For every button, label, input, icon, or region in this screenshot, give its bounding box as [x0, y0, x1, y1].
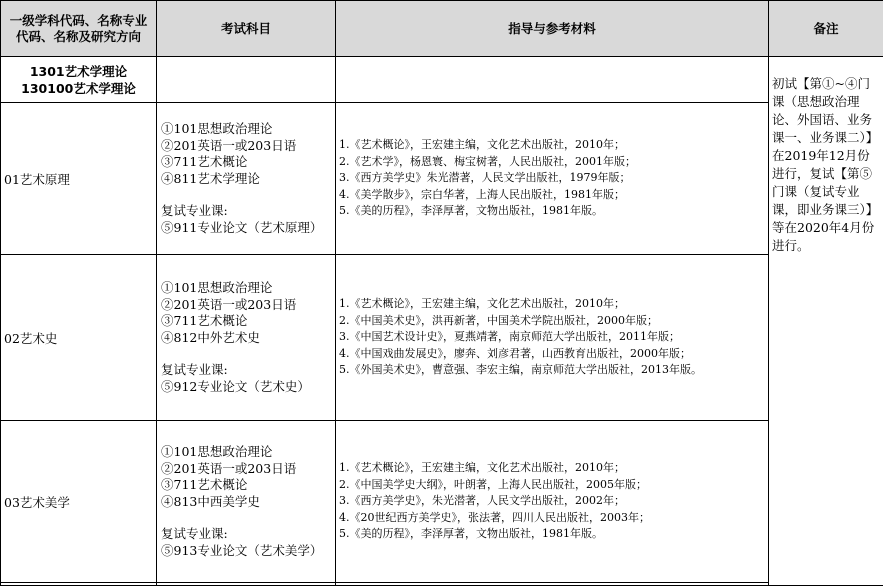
subject-item: ②201英语一或203日语 [161, 297, 331, 314]
subject-item: ③711艺术概论 [161, 313, 331, 330]
group-row [1, 57, 883, 103]
table-row [1, 255, 883, 421]
subject-item: ②201英语一或203日语 [161, 138, 331, 155]
subject-item: ③711艺术概论 [161, 154, 331, 171]
retest-label: 复试专业课: [161, 526, 331, 543]
header-references: 指导与参考材料 [336, 1, 769, 57]
reference-item: 3.《西方美学史》朱光潜著，人民文学出版社，1979年版； [339, 170, 766, 187]
header-row [1, 1, 883, 57]
reference-item: 4.《美学散步》，宗白华著，上海人民出版社，1981年版； [339, 187, 766, 204]
header-subjects: 考试科目 [157, 1, 336, 57]
header-discipline-text: 一级学科代码、名称专业代码、名称及研究方向 [10, 13, 148, 44]
reference-item: 2.《中国美学史大纲》，叶朗著，上海人民出版社，2005年版； [339, 477, 766, 494]
table-row [1, 421, 883, 583]
header-discipline [1, 1, 157, 57]
group-subjects-empty [157, 57, 336, 103]
direction-name: 03艺术美学 [1, 421, 157, 583]
exam-subjects [157, 421, 336, 583]
retest-subject: ⑤912专业论文（艺术史） [161, 379, 331, 396]
direction-name: 01艺术原理 [1, 103, 157, 255]
reference-item: 3.《中国艺术设计史》，夏燕靖著，南京师范大学出版社，2011年版； [339, 329, 766, 346]
subject-item: ①101思想政治理论 [161, 121, 331, 138]
reference-list [336, 103, 769, 255]
reference-item: 5.《外国美术史》，曹意强、李宏主编，南京师范大学出版社，2013年版。 [339, 362, 766, 379]
exam-subjects [157, 103, 336, 255]
reference-item: 4.《中国戏曲发展史》，廖奔、刘彦君著，山西教育出版社，2000年版； [339, 346, 766, 363]
subject-item: ④812中外艺术史 [161, 330, 331, 347]
table-row [1, 103, 883, 255]
reference-item: 1.《艺术概论》，王宏建主编，文化艺术出版社，2010年； [339, 296, 766, 313]
retest-label: 复试专业课: [161, 203, 331, 220]
reference-list [336, 421, 769, 583]
reference-item: 2.《中国美术史》，洪再新著，中国美术学院出版社，2000年版； [339, 313, 766, 330]
reference-item: 5.《美的历程》，李泽厚著，文物出版社，1981年版。 [339, 526, 766, 543]
notes-cell [769, 57, 883, 586]
retest-subject: ⑤911专业论文（艺术原理） [161, 220, 331, 237]
subject-item: ④811艺术学理论 [161, 171, 331, 188]
reference-item: 1.《艺术概论》，王宏建主编，文化艺术出版社，2010年； [339, 137, 766, 154]
reference-item: 5.《美的历程》，李泽厚著，文物出版社，1981年版。 [339, 203, 766, 220]
reference-item: 2.《艺术学》，杨恩寰、梅宝树著，人民出版社，2001年版； [339, 154, 766, 171]
exam-subjects [157, 255, 336, 421]
table-row-partial [1, 583, 883, 586]
group-refs-empty [336, 57, 769, 103]
subject-item: ①101思想政治理论 [161, 280, 331, 297]
discipline-name [1, 57, 157, 103]
subject-item: ④813中西美学史 [161, 494, 331, 511]
subject-item: ③711艺术概论 [161, 477, 331, 494]
retest-subject: ⑤913专业论文（艺术美学） [161, 543, 331, 560]
subject-item: ①101思想政治理论 [161, 444, 331, 461]
reference-list [336, 255, 769, 421]
notes-text: 初试【第①~④门课（思想政治理论、外国语、业务课一、业务课二）】在2019年12月份进行，复试【第⑤门课（复试专业课，即业务课三）】等在2020年4月份进行。 [772, 76, 878, 253]
direction-name: 02艺术史 [1, 255, 157, 421]
reference-item: 1.《艺术概论》，王宏建主编，文化艺术出版社，2010年； [339, 460, 766, 477]
header-notes: 备注 [769, 1, 883, 57]
subject-item: ②201英语一或203日语 [161, 461, 331, 478]
reference-item: 4.《20世纪西方美学史》，张法著，四川人民出版社，2003年； [339, 510, 766, 527]
major-code-line: 130100艺术学理论 [1, 80, 156, 97]
reference-item: 3.《西方美学史》，朱光潜著，人民文学出版社，2002年； [339, 493, 766, 510]
discipline-code-line: 1301艺术学理论 [1, 63, 156, 80]
retest-label: 复试专业课: [161, 362, 331, 379]
